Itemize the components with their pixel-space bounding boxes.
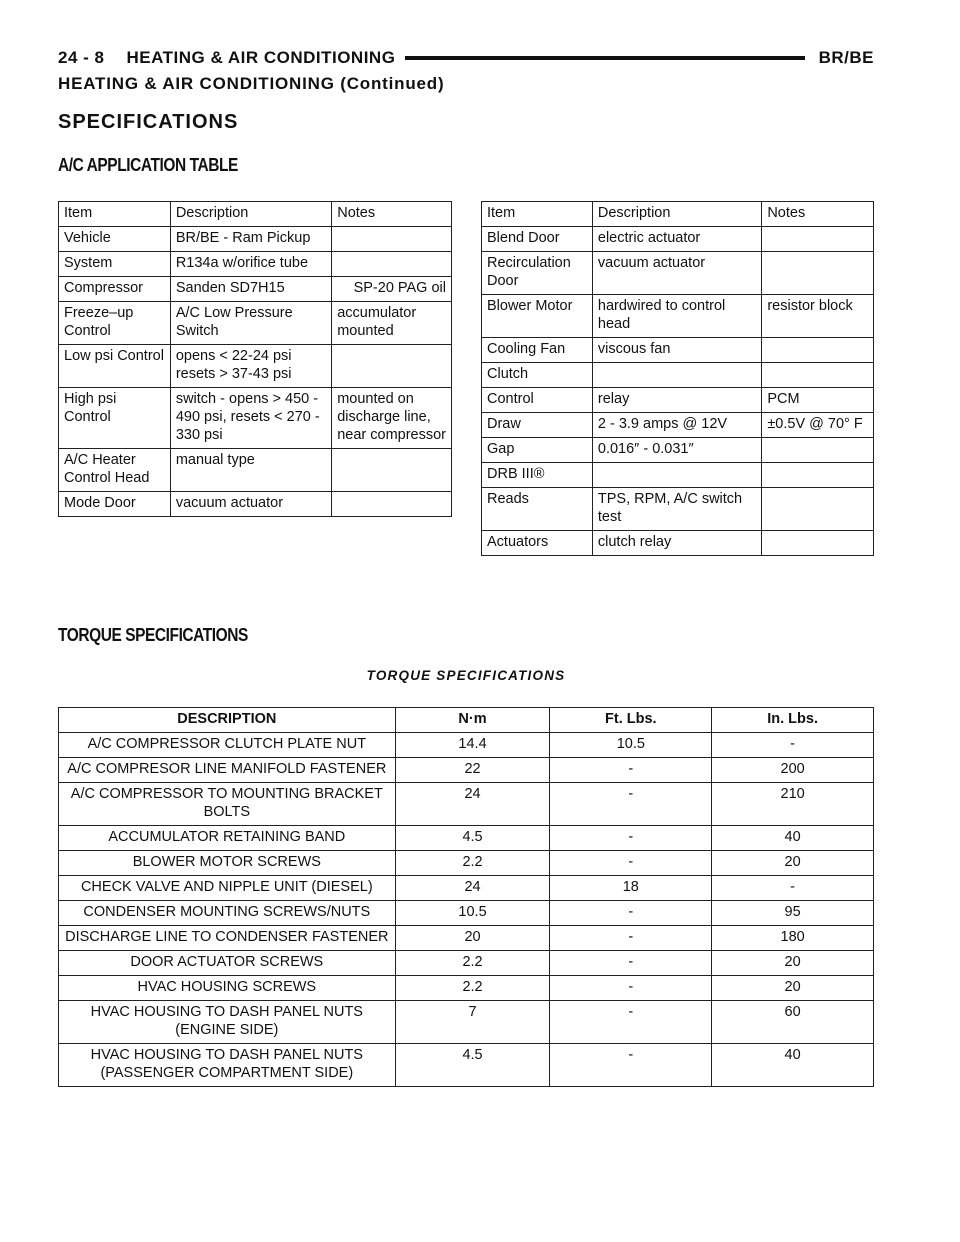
item-cell: Cooling Fan [482, 337, 593, 362]
notes-cell [332, 491, 452, 516]
ft-lbs-cell: - [550, 950, 712, 975]
header-cell: Description [170, 202, 331, 227]
description-cell: vacuum actuator [592, 251, 761, 294]
item-cell: Vehicle [59, 226, 171, 251]
table-row [482, 462, 874, 487]
nm-cell: 4.5 [395, 825, 550, 850]
table-row [59, 1000, 874, 1043]
item-cell: Blend Door [482, 226, 593, 251]
table-row [482, 530, 874, 555]
in-lbs-cell: 40 [712, 1043, 874, 1086]
table-row [59, 757, 874, 782]
in-lbs-cell: - [712, 875, 874, 900]
ft-lbs-cell: 10.5 [550, 732, 712, 757]
table-row [59, 975, 874, 1000]
in-lbs-cell: 20 [712, 850, 874, 875]
nm-cell: 22 [395, 757, 550, 782]
description-cell: TPS, RPM, A/C switch test [592, 487, 761, 530]
notes-cell [762, 437, 874, 462]
continued-heading: HEATING & AIR CONDITIONING (Continued) [58, 74, 445, 93]
description-cell: 0.016″ - 0.031″ [592, 437, 761, 462]
item-cell: Control [482, 387, 593, 412]
notes-cell [762, 226, 874, 251]
table-row [482, 337, 874, 362]
description-cell: R134a w/orifice tube [170, 251, 331, 276]
table-row [59, 950, 874, 975]
nm-cell: 2.2 [395, 850, 550, 875]
notes-cell: PCM [762, 387, 874, 412]
table-row [482, 294, 874, 337]
table-row [482, 437, 874, 462]
ft-lbs-cell: - [550, 757, 712, 782]
ft-lbs-cell: 18 [550, 875, 712, 900]
ac-application-table-left [58, 201, 452, 517]
table-row [59, 226, 452, 251]
table-row [59, 344, 452, 387]
table-header-row [59, 708, 874, 733]
notes-cell [762, 251, 874, 294]
description-cell: Sanden SD7H15 [170, 276, 331, 301]
description-cell: HVAC HOUSING TO DASH PANEL NUTS (ENGINE SIDE) [59, 1000, 396, 1043]
table-row [482, 226, 874, 251]
header-cell: Notes [332, 202, 452, 227]
table-row [59, 1043, 874, 1086]
page-number: 24 - 8 [58, 48, 105, 67]
description-cell: vacuum actuator [170, 491, 331, 516]
in-lbs-cell: 95 [712, 900, 874, 925]
notes-cell [332, 251, 452, 276]
ft-lbs-cell: - [550, 825, 712, 850]
description-cell: 2 - 3.9 amps @ 12V [592, 412, 761, 437]
item-cell: Freeze–up Control [59, 301, 171, 344]
notes-cell: accumulator mounted [332, 301, 452, 344]
item-cell: Mode Door [59, 491, 171, 516]
in-lbs-cell: 40 [712, 825, 874, 850]
description-cell [592, 462, 761, 487]
item-cell: Blower Motor [482, 294, 593, 337]
table-row [59, 782, 874, 825]
ft-lbs-cell: - [550, 975, 712, 1000]
nm-cell: 4.5 [395, 1043, 550, 1086]
in-lbs-cell: 20 [712, 975, 874, 1000]
table-row [59, 276, 452, 301]
item-cell: Gap [482, 437, 593, 462]
in-lbs-cell: - [712, 732, 874, 757]
torque-table-caption: TORQUE SPECIFICATIONS [366, 668, 566, 683]
table-header-row [59, 202, 452, 227]
in-lbs-cell: 20 [712, 950, 874, 975]
item-cell: A/C Heater Control Head [59, 448, 171, 491]
table-row [59, 925, 874, 950]
ft-lbs-cell: - [550, 782, 712, 825]
table-row [59, 387, 452, 448]
description-cell: switch - opens > 450 - 490 psi, resets < 270 - 330 psi [170, 387, 331, 448]
table-row [59, 900, 874, 925]
page-header [58, 45, 874, 71]
notes-cell [762, 462, 874, 487]
description-cell: HVAC HOUSING TO DASH PANEL NUTS (PASSENGER COMPARTMENT SIDE) [59, 1043, 396, 1086]
header-nm: N·m [395, 708, 550, 733]
in-lbs-cell: 210 [712, 782, 874, 825]
notes-cell [762, 487, 874, 530]
description-cell: A/C COMPRESSOR CLUTCH PLATE NUT [59, 732, 396, 757]
table-row [59, 825, 874, 850]
ft-lbs-cell: - [550, 1000, 712, 1043]
notes-cell [332, 448, 452, 491]
header-cell: Item [59, 202, 171, 227]
nm-cell: 20 [395, 925, 550, 950]
description-cell: DISCHARGE LINE TO CONDENSER FASTENER [59, 925, 396, 950]
item-cell: Actuators [482, 530, 593, 555]
item-cell: High psi Control [59, 387, 171, 448]
ft-lbs-cell: - [550, 900, 712, 925]
ft-lbs-cell: - [550, 925, 712, 950]
description-cell: relay [592, 387, 761, 412]
item-cell: Low psi Control [59, 344, 171, 387]
notes-cell: mounted on discharge line, near compressor [332, 387, 452, 448]
notes-cell [762, 362, 874, 387]
ft-lbs-cell: - [550, 850, 712, 875]
item-cell: DRB III® [482, 462, 593, 487]
description-cell [592, 362, 761, 387]
table-row [59, 448, 452, 491]
header-cell: Notes [762, 202, 874, 227]
notes-cell [762, 530, 874, 555]
description-cell: electric actuator [592, 226, 761, 251]
table-header-row [482, 202, 874, 227]
notes-cell: resistor block [762, 294, 874, 337]
model-code: BR/BE [818, 48, 874, 67]
description-cell: BR/BE - Ram Pickup [170, 226, 331, 251]
table-row [59, 875, 874, 900]
nm-cell: 2.2 [395, 975, 550, 1000]
item-cell: Reads [482, 487, 593, 530]
header-ft-lbs: Ft. Lbs. [550, 708, 712, 733]
notes-cell [332, 344, 452, 387]
description-cell: ACCUMULATOR RETAINING BAND [59, 825, 396, 850]
torque-specifications-table [58, 707, 874, 1087]
ac-application-title: A/C APPLICATION TABLE [58, 155, 238, 175]
header-rule [405, 56, 804, 60]
description-cell: A/C COMPRESOR LINE MANIFOLD FASTENER [59, 757, 396, 782]
table-row [482, 251, 874, 294]
description-cell: hardwired to control head [592, 294, 761, 337]
table-row [482, 412, 874, 437]
description-cell: DOOR ACTUATOR SCREWS [59, 950, 396, 975]
header-cell: Description [592, 202, 761, 227]
header-cell: Item [482, 202, 593, 227]
table-row [482, 387, 874, 412]
ft-lbs-cell: - [550, 1043, 712, 1086]
table-row [59, 301, 452, 344]
description-cell: BLOWER MOTOR SCREWS [59, 850, 396, 875]
header-in-lbs: In. Lbs. [712, 708, 874, 733]
nm-cell: 7 [395, 1000, 550, 1043]
notes-cell: ±0.5V @ 70° F [762, 412, 874, 437]
notes-cell [762, 337, 874, 362]
table-row [59, 491, 452, 516]
description-cell: HVAC HOUSING SCREWS [59, 975, 396, 1000]
in-lbs-cell: 180 [712, 925, 874, 950]
table-row [482, 487, 874, 530]
nm-cell: 24 [395, 782, 550, 825]
ac-application-table-right [481, 201, 874, 556]
item-cell: Compressor [59, 276, 171, 301]
description-cell: A/C COMPRESSOR TO MOUNTING BRACKET BOLTS [59, 782, 396, 825]
table-row [59, 732, 874, 757]
specifications-title: SPECIFICATIONS [58, 111, 239, 133]
nm-cell: 10.5 [395, 900, 550, 925]
header-description: DESCRIPTION [59, 708, 396, 733]
torque-section-title: TORQUE SPECIFICATIONS [58, 625, 248, 645]
description-cell: manual type [170, 448, 331, 491]
section-title: HEATING & AIR CONDITIONING [126, 48, 396, 67]
item-cell: Clutch [482, 362, 593, 387]
nm-cell: 24 [395, 875, 550, 900]
description-cell: A/C Low Pressure Switch [170, 301, 331, 344]
description-cell: CHECK VALVE AND NIPPLE UNIT (DIESEL) [59, 875, 396, 900]
table-row [59, 850, 874, 875]
item-cell: Draw [482, 412, 593, 437]
nm-cell: 14.4 [395, 732, 550, 757]
in-lbs-cell: 60 [712, 1000, 874, 1043]
notes-cell [332, 226, 452, 251]
description-cell: opens < 22-24 psi resets > 37-43 psi [170, 344, 331, 387]
nm-cell: 2.2 [395, 950, 550, 975]
in-lbs-cell: 200 [712, 757, 874, 782]
description-cell: clutch relay [592, 530, 761, 555]
item-cell: Recirculation Door [482, 251, 593, 294]
table-row [482, 362, 874, 387]
description-cell: CONDENSER MOUNTING SCREWS/NUTS [59, 900, 396, 925]
table-row [59, 251, 452, 276]
notes-cell: SP-20 PAG oil [332, 276, 452, 301]
item-cell: System [59, 251, 171, 276]
description-cell: viscous fan [592, 337, 761, 362]
